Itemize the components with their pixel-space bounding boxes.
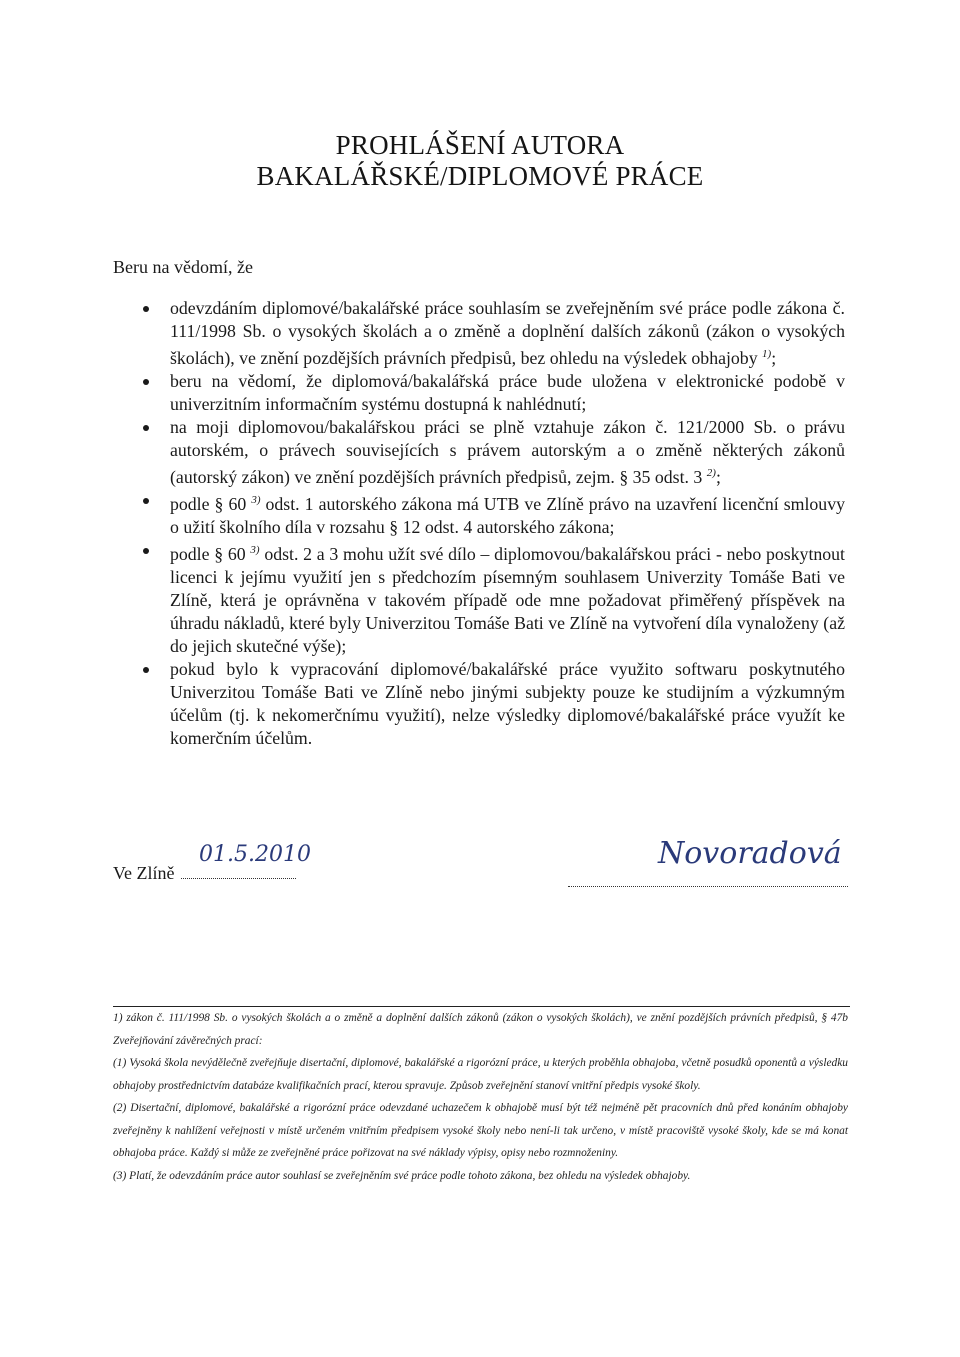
bullet-icon	[143, 667, 149, 673]
item-text: beru na vědomí, že diplomová/bakalářská práce bude uložena v elektronické podobě v univerzitním informačním systému dostupná k nahlédnutí;	[170, 371, 845, 414]
bullet-icon	[143, 498, 149, 504]
item-text: na moji diplomovou/bakalářskou práci se plně vztahuje zákon č. 121/2000 Sb. o právu autorském, o právech souvisejících s právem autorským a o změně některých zákonů (autorský zákon) ve znění pozdějších právních předpisů, zejm. § 35 odst. 3	[170, 417, 845, 487]
list-item	[113, 489, 845, 539]
item-text: podle § 60	[170, 494, 247, 514]
item-text: pokud bylo k vypracování diplomové/bakalářské práce využito softwaru poskytnutého Univerzitou Tomáše Bati ve Zlíně nebo jinými subjekty pouze ke studijním a výzkumným účelům (tj. k nekomerčnímu využití), nelze výsledky diplomové/bakalářské práce využít ke komerčním účelům.	[170, 659, 845, 748]
item-text-tail: ;	[715, 467, 721, 487]
bullet-icon	[143, 425, 149, 431]
footnote-ref: 3)	[251, 494, 261, 506]
place-label: Ve Zlíně	[113, 863, 175, 883]
item-text-tail: odst. 2 a 3 mohu užít své dílo – diplomovou/bakalářskou práci - nebo poskytnout licenci k jejímu využití jen s předchozím písemným souhlasem Univerzity Tomáše Bati ve Zlíně, která je oprávněna v takovém případě ode mne požadovat přiměřený příspěvek na úhradu nákladů, které byly Univerzitou Tomáše Bati ve Zlíně na vytvoření díla vynaloženy (až do jejich skutečné výše);	[170, 544, 845, 656]
title-line-2: BAKALÁŘSKÉ/DIPLOMOVÉ PRÁCE	[256, 161, 704, 191]
list-item	[113, 416, 845, 489]
item-text-tail: odst. 1 autorského zákona má UTB ve Zlíně právo na uzavření licenční smlouvy o užití školního díla v rozsahu § 12 odst. 4 autorského zákona;	[170, 494, 845, 537]
bullet-icon	[143, 306, 149, 312]
handwritten-date: 01.5.2010	[198, 842, 311, 867]
place-date	[113, 842, 311, 884]
bullet-icon	[143, 379, 149, 385]
signature-row	[113, 836, 848, 922]
intro-text: Beru na vědomí, že	[113, 257, 253, 277]
signature-line	[568, 876, 848, 887]
footnote-ref: 1)	[762, 348, 772, 360]
footnote-1-para-1: (1) Vysoká škola nevýdělečně zveřejňuje disertační, diplomové, bakalářské a rigorózní práce, u kterých proběhla obhajoba, včetně posudků oponentů a výsledku obhajoby prostřednictvím databáze kvalifikačních prací, kterou spravuje. Způsob zveřejnění stanoví vnitřní předpis vysoké školy.	[113, 1057, 848, 1092]
declaration-list	[113, 297, 845, 750]
title-line-1: PROHLÁŠENÍ AUTORA	[335, 130, 625, 160]
footnote-1-lead: 1) zákon č. 111/1998 Sb. o vysokých školách a o změně a doplnění dalších zákonů (zákon o vysokých školách), ve znění pozdějších právních předpisů, § 47b Zveřejňování závěrečných prací:	[113, 1012, 848, 1047]
item-text: odevzdáním diplomové/bakalářské práce souhlasím se zveřejněním své práce podle zákona č. 111/1998 Sb. o vysokých školách a o změně a doplnění dalších zákonů (zákon o vysokých školách), ve znění pozdějších právních předpisů, bez ohledu na výsledek obhajoby	[170, 298, 845, 368]
list-item	[113, 658, 845, 750]
footnote-ref: 3)	[250, 544, 260, 556]
footnote-1-para-3: (3) Platí, že odevzdáním práce autor souhlasí se zveřejněním své práce podle tohoto zákona, bez ohledu na výsledek obhajoby.	[113, 1169, 691, 1182]
list-item	[113, 539, 845, 658]
item-text: podle § 60	[170, 544, 246, 564]
footnotes	[113, 1007, 848, 1187]
item-text-tail: ;	[771, 348, 777, 368]
handwritten-signature: Novoradová	[658, 836, 842, 871]
bullet-icon	[143, 548, 149, 554]
list-item	[113, 370, 845, 416]
footnote-1-para-2: (2) Disertační, diplomové, bakalářské a rigorózní práce odevzdané uchazečem k obhajobě musí být též nejméně pět pracovních dnů před konáním obhajoby zveřejněny k nahlížení veřejnosti v místě určeném vnitřním předpisem vysoké školy nebo není-li tak určeno, v místě pracoviště vysoké školy, kde se má konat obhajoba práce. Každý si může ze zveřejněné práce pořizovat na své náklady výpisy, opisy nebo rozmnoženiny.	[113, 1102, 848, 1159]
list-item	[113, 297, 845, 370]
footnote-ref: 2)	[706, 467, 716, 479]
date-field	[181, 842, 311, 879]
